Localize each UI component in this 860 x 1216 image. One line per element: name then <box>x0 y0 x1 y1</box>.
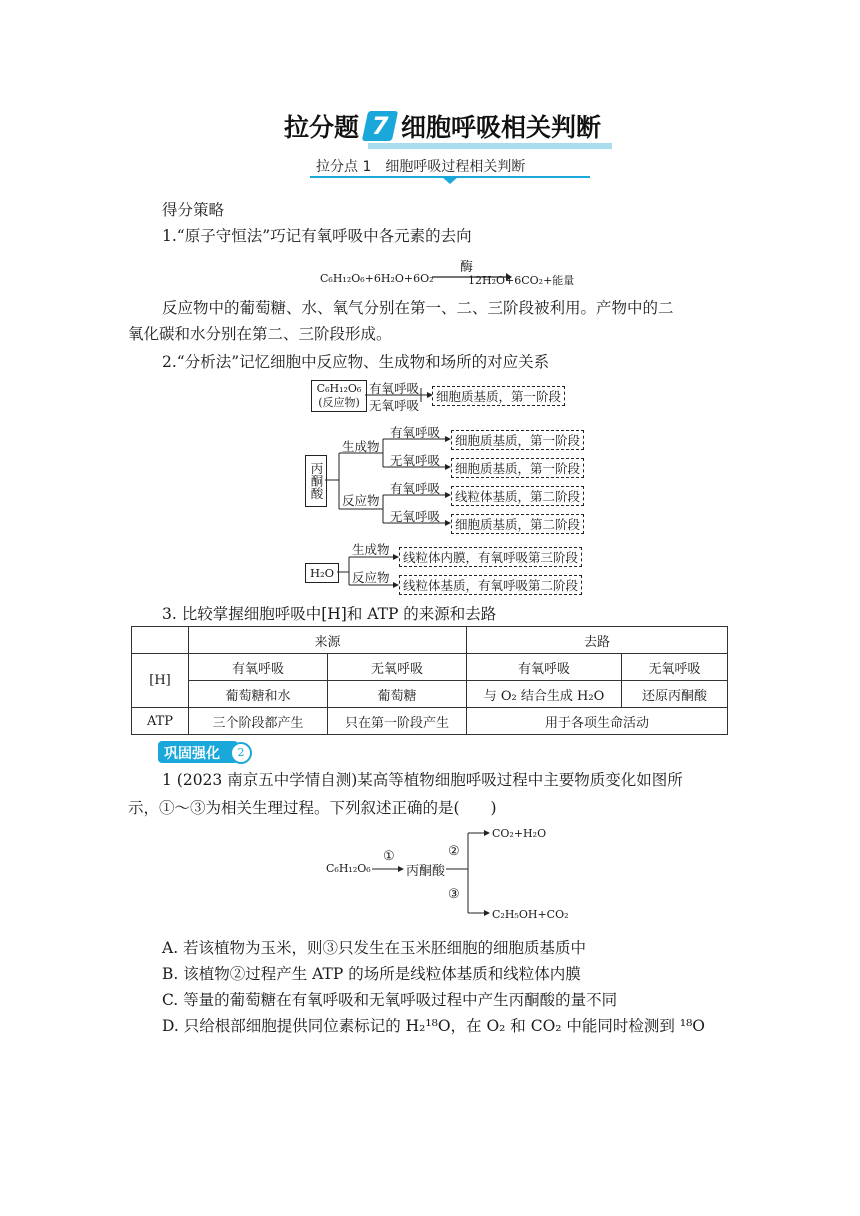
diagram-lines <box>326 822 586 922</box>
product-label: 生成物 <box>342 439 380 454</box>
diagram-end-bottom: C₂H₅OH+CO₂ <box>492 908 569 921</box>
table-h-cell: 还原丙酮酸 <box>622 681 728 708</box>
product-anaerobic-label: 无氧呼吸 <box>390 453 441 468</box>
point1-text-1: 反应物中的葡萄糖、水、氧气分别在第一、二、三阶段被利用。产物中的二 <box>162 299 674 317</box>
water-result-1: 线粒体内膜，有氧呼吸第三阶段 <box>399 547 582 567</box>
table-h-cell: 葡萄糖 <box>328 681 467 708</box>
table-source-aerobic: 有氧呼吸 <box>189 654 328 681</box>
table-dest-aerobic: 有氧呼吸 <box>467 654 622 681</box>
diagram-glucose: C₆H₁₂O₆ <box>326 862 371 875</box>
pyruvate-result-4: 细胞质基质，第二阶段 <box>451 514 584 534</box>
water-result-2: 线粒体基质，有氧呼吸第二阶段 <box>399 575 582 595</box>
table-h-cell: 葡萄糖和水 <box>189 681 328 708</box>
respiration-equation <box>320 250 620 290</box>
question-line-2: 示，①～③为相关生理过程。下列叙述正确的是( ) <box>128 799 497 817</box>
glucose-arrows <box>365 380 435 412</box>
glucose-result: 细胞质基质，第一阶段 <box>432 386 565 406</box>
title-prefix: 拉分题 <box>284 113 360 142</box>
diagram-step2: ② <box>448 844 460 859</box>
pyruvate-result-1: 细胞质基质，第一阶段 <box>451 430 584 450</box>
reactant-aerobic-label: 有氧呼吸 <box>390 481 441 496</box>
option-c: C. 等量的葡萄糖在有氧呼吸和无氧呼吸过程中产生丙酮酸的量不同 <box>162 991 618 1009</box>
table-header-source: 来源 <box>189 627 467 654</box>
diagram-step3: ③ <box>448 887 460 902</box>
table-atp-cell: 用于各项生命活动 <box>467 708 728 735</box>
strategy-heading: 得分策略 <box>162 201 225 219</box>
point1-heading: 1.“原子守恒法”巧记有氧呼吸中各元素的去向 <box>162 227 472 245</box>
title-number-badge: 7 <box>362 111 398 141</box>
diagram-pyruvate: 丙酮酸 <box>406 864 446 879</box>
pyruvate-result-2: 细胞质基质，第一阶段 <box>451 458 584 478</box>
table-atp-cell: 只在第一阶段产生 <box>328 708 467 735</box>
point3-heading: 3. 比较掌握细胞呼吸中[H]和 ATP 的来源和去路 <box>162 605 497 623</box>
product-aerobic-label: 有氧呼吸 <box>390 425 441 440</box>
section-subtitle: 拉分点 1 细胞呼吸过程相关判断 <box>316 159 526 175</box>
water-product-label: 生成物 <box>352 542 390 557</box>
table-atp-label: ATP <box>132 708 189 735</box>
water-box: H₂O <box>305 563 339 583</box>
h-atp-table <box>131 626 728 735</box>
title-suffix: 细胞呼吸相关判断 <box>401 113 602 142</box>
pyruvate-result-3: 线粒体基质，第二阶段 <box>451 486 584 506</box>
equation-right: 12H₂O+6CO₂+能量 <box>468 274 575 287</box>
table-dest-anaerobic: 无氧呼吸 <box>622 654 728 681</box>
page-title <box>0 108 860 148</box>
enzyme-label: 酶 <box>460 260 474 275</box>
diagram-step1: ① <box>383 849 395 864</box>
table-atp-cell: 三个阶段都产生 <box>189 708 328 735</box>
subtitle-marker <box>441 176 459 184</box>
glucose-formula: C₆H₁₂O₆ <box>316 382 362 395</box>
table-h-label: [H] <box>132 654 189 708</box>
option-a: A. 若该植物为玉米，则③只发生在玉米胚细胞的细胞质基质中 <box>162 939 587 957</box>
point1-text-2: 氧化碳和水分别在第二、三阶段形成。 <box>128 325 392 343</box>
reactant-anaerobic-label: 无氧呼吸 <box>390 509 441 524</box>
equation-left: C₆H₁₂O₆+6H₂O+6O₂ <box>320 272 434 285</box>
glucose-anaerobic-label: 无氧呼吸 <box>369 398 420 413</box>
glucose-role: (反应物) <box>318 396 360 409</box>
question-diagram <box>326 822 586 922</box>
reactant-label: 反应物 <box>342 493 380 508</box>
glucose-aerobic-label: 有氧呼吸 <box>369 381 420 396</box>
question-line-1: 1 (2023 南京五中学情自测)某高等植物细胞呼吸过程中主要物质变化如图所 <box>162 771 683 789</box>
table-corner <box>132 627 189 654</box>
badge-label: 巩固强化 <box>164 746 220 762</box>
pyruvate-box: 丙酮酸 <box>305 455 327 507</box>
table-h-cell: 与 O₂ 结合生成 H₂O <box>467 681 622 708</box>
table-header-dest: 去路 <box>467 627 728 654</box>
consolidate-badge <box>158 741 258 763</box>
point2-heading: 2.“分析法”记忆细胞中反应物、生成物和场所的对应关系 <box>162 353 550 371</box>
option-b: B. 该植物②过程产生 ATP 的场所是线粒体基质和线粒体内膜 <box>162 965 581 983</box>
glucose-box <box>311 380 367 412</box>
table-source-anaerobic: 无氧呼吸 <box>328 654 467 681</box>
option-d: D. 只给根部细胞提供同位素标记的 H₂¹⁸O，在 O₂ 和 CO₂ 中能同时检测到 ¹⁸O <box>162 1017 705 1035</box>
diagram-end-top: CO₂+H₂O <box>492 827 547 840</box>
badge-circle-icon: 2 <box>230 742 252 764</box>
water-reactant-label: 反应物 <box>352 570 390 585</box>
